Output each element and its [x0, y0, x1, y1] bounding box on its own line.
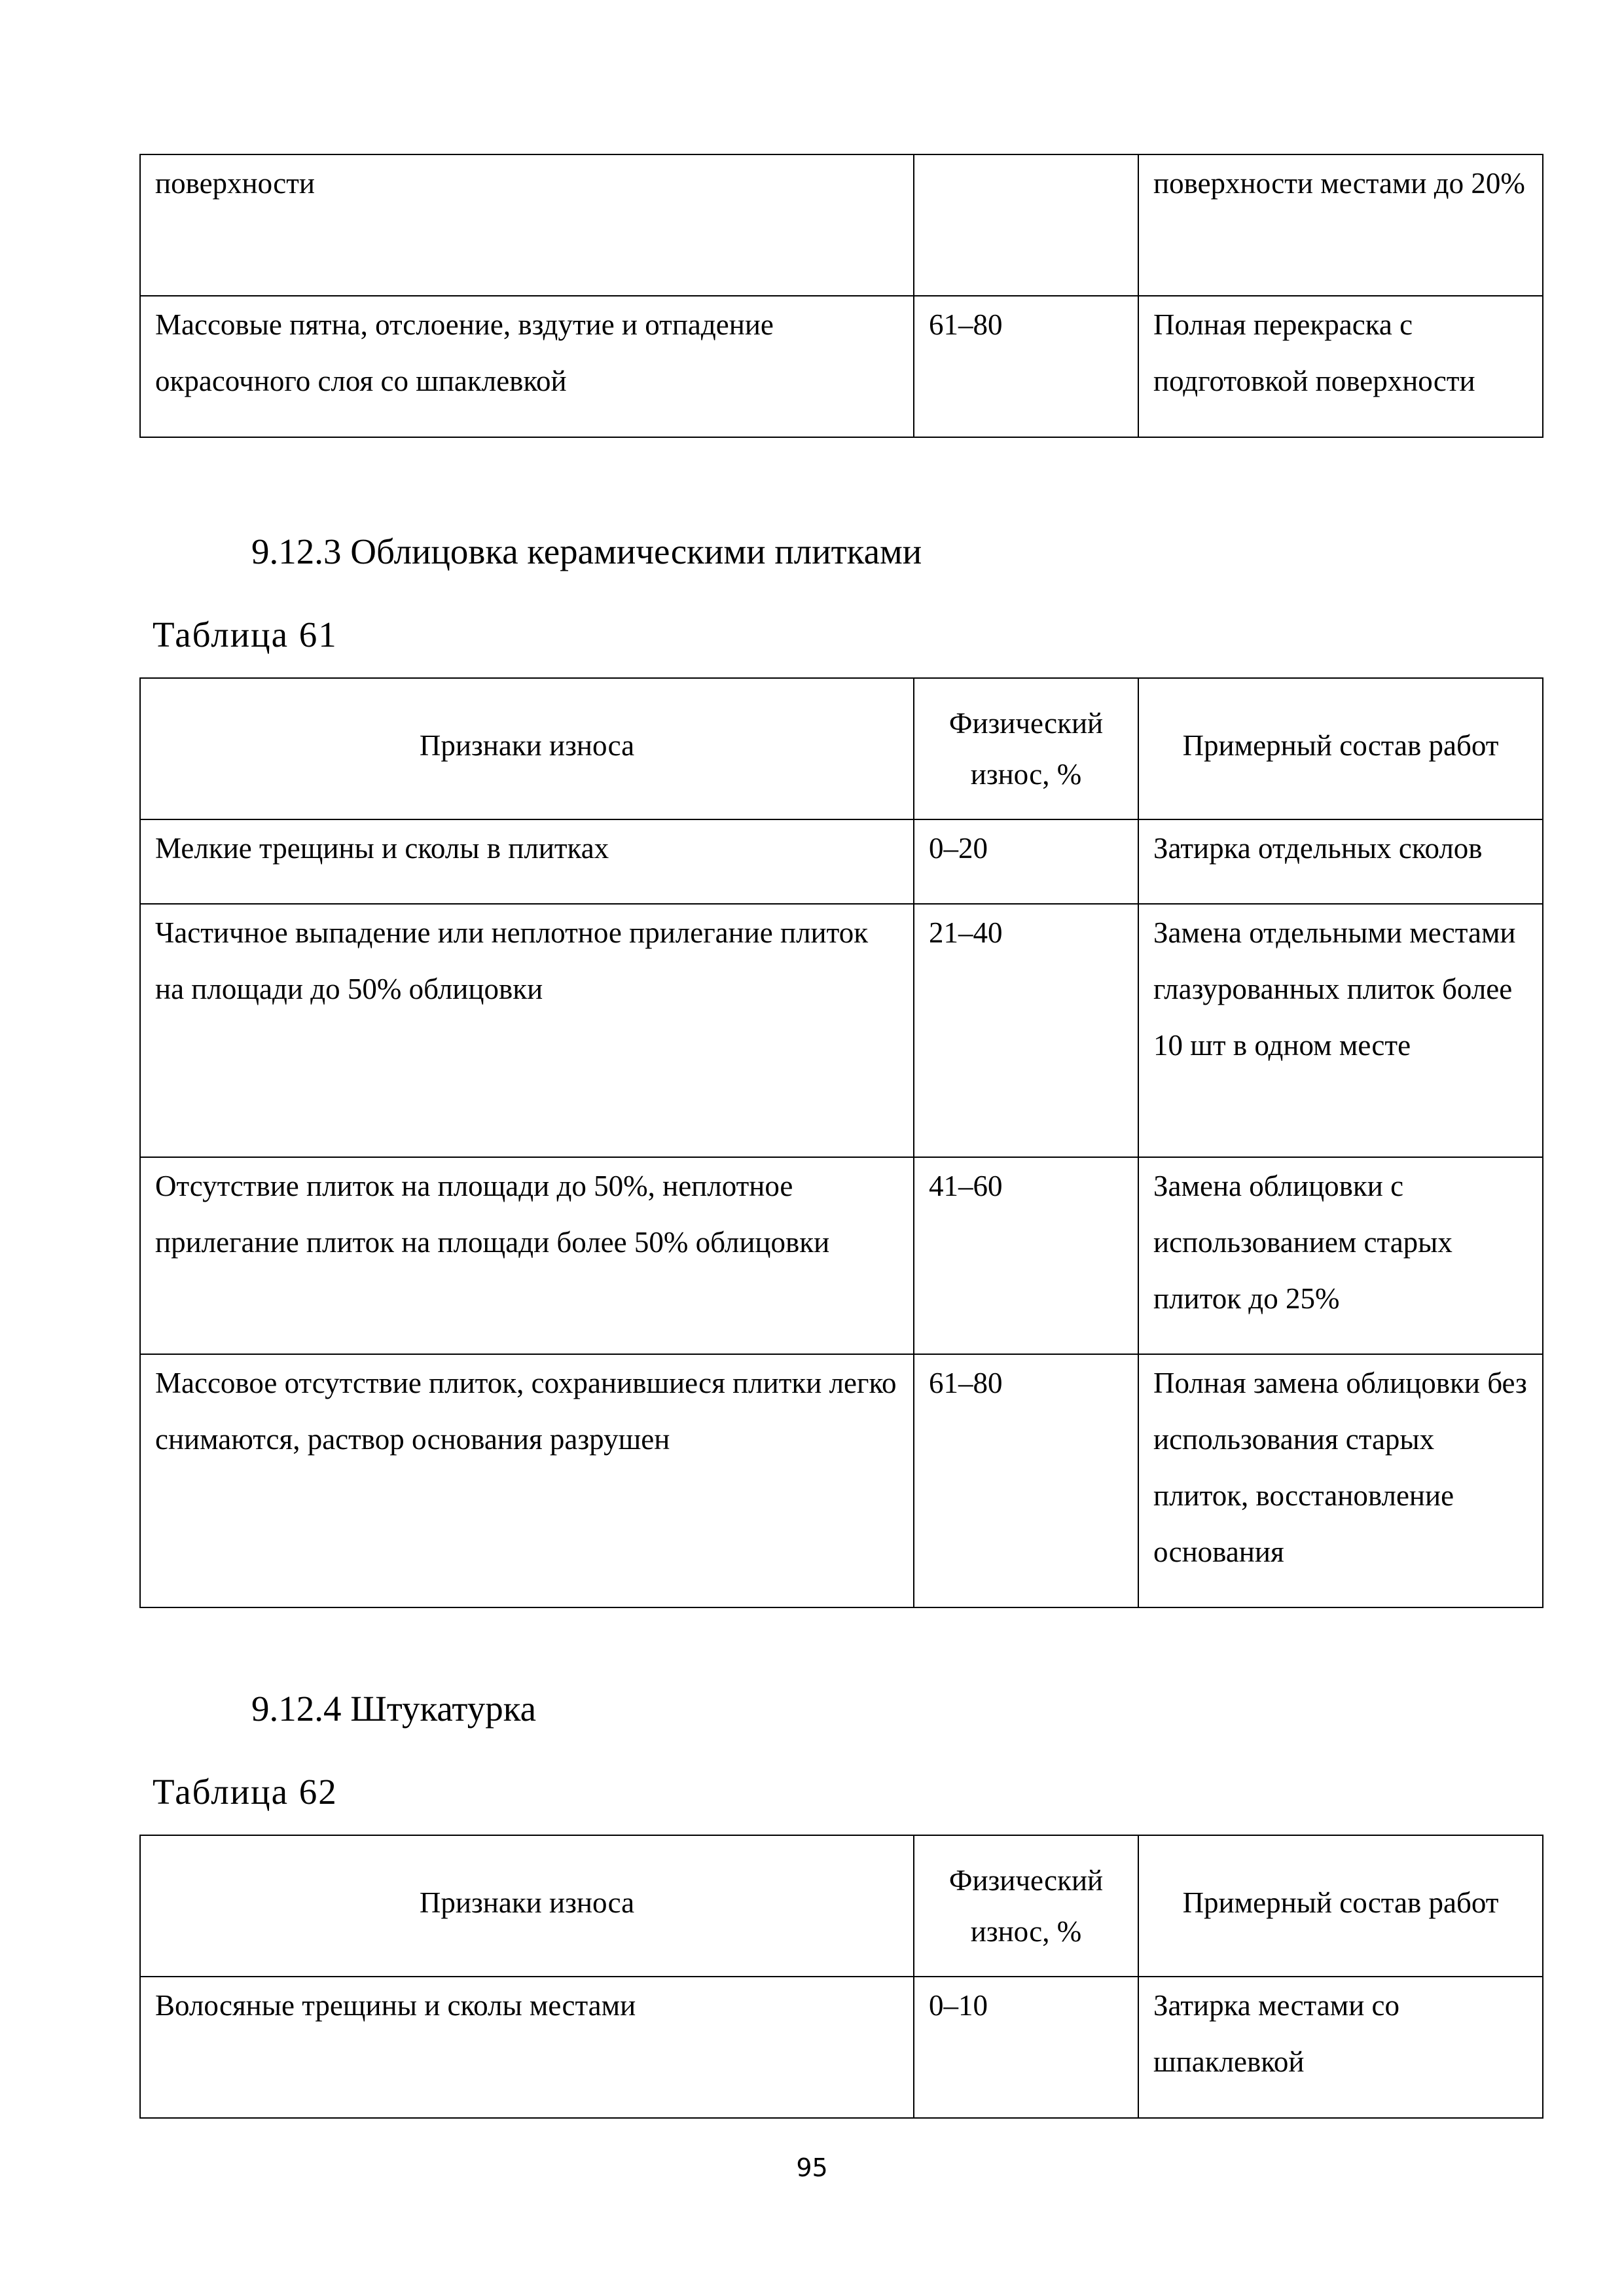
table-row — [140, 154, 1543, 296]
header-signs: Признаки износа — [140, 1835, 914, 1977]
cell-wear: 61–80 — [914, 1354, 1138, 1607]
table-row — [140, 1977, 1543, 2118]
table-row — [140, 1354, 1543, 1607]
cell-wear: 0–20 — [914, 819, 1138, 904]
table-header-row — [140, 1835, 1543, 1977]
cell-wear: 61–80 — [914, 296, 1138, 437]
header-works: Примерный состав работ — [1138, 1835, 1543, 1977]
header-wear: Физический износ, % — [914, 678, 1138, 819]
table-header-row — [140, 678, 1543, 819]
cell-signs: Частичное выпадение или неплотное прилегание плиток на площади до 50% облицовки — [140, 904, 914, 1157]
header-wear: Физический износ, % — [914, 1835, 1138, 1977]
table-row — [140, 819, 1543, 904]
cell-signs: поверхности — [140, 154, 914, 296]
cell-wear: 41–60 — [914, 1157, 1138, 1354]
cell-wear — [914, 154, 1138, 296]
table-row — [140, 904, 1543, 1157]
cell-works: Полная замена облицовки без использования старых плиток, восстановление основания — [1138, 1354, 1543, 1607]
table-row — [140, 1157, 1543, 1354]
section-heading-ceramic: 9.12.3 Облицовка керамическими плитками — [251, 531, 922, 571]
cell-works: поверхности местами до 20% — [1138, 154, 1543, 296]
wear-table-61 — [139, 677, 1543, 1608]
cell-works: Замена отдельными местами глазурованных плиток более 10 шт в одном месте — [1138, 904, 1543, 1157]
header-signs: Признаки износа — [140, 678, 914, 819]
cell-wear: 21–40 — [914, 904, 1138, 1157]
cell-works: Затирка отдельных сколов — [1138, 819, 1543, 904]
page-number: 95 — [796, 2153, 828, 2182]
table-caption-61: Таблица 61 — [153, 615, 338, 655]
cell-signs: Массовые пятна, отслоение, вздутие и отпадение окрасочного слоя со шпаклевкой — [140, 296, 914, 437]
cell-wear: 0–10 — [914, 1977, 1138, 2118]
section-heading-plaster: 9.12.4 Штукатурка — [251, 1689, 537, 1729]
table-caption-62: Таблица 62 — [153, 1772, 338, 1812]
table-row — [140, 296, 1543, 437]
wear-table-continued — [139, 154, 1543, 438]
wear-table-62 — [139, 1835, 1543, 2119]
cell-signs: Массовое отсутствие плиток, сохранившиеся плитки легко снимаются, раствор основания разрушен — [140, 1354, 914, 1607]
cell-signs: Мелкие трещины и сколы в плитках — [140, 819, 914, 904]
cell-works: Замена облицовки с использованием старых плиток до 25% — [1138, 1157, 1543, 1354]
header-works: Примерный состав работ — [1138, 678, 1543, 819]
cell-works: Полная перекраска с подготовкой поверхности — [1138, 296, 1543, 437]
cell-signs: Волосяные трещины и сколы местами — [140, 1977, 914, 2118]
cell-signs: Отсутствие плиток на площади до 50%, неплотное прилегание плиток на площади более 50% облицовки — [140, 1157, 914, 1354]
cell-works: Затирка местами со шпаклевкой — [1138, 1977, 1543, 2118]
